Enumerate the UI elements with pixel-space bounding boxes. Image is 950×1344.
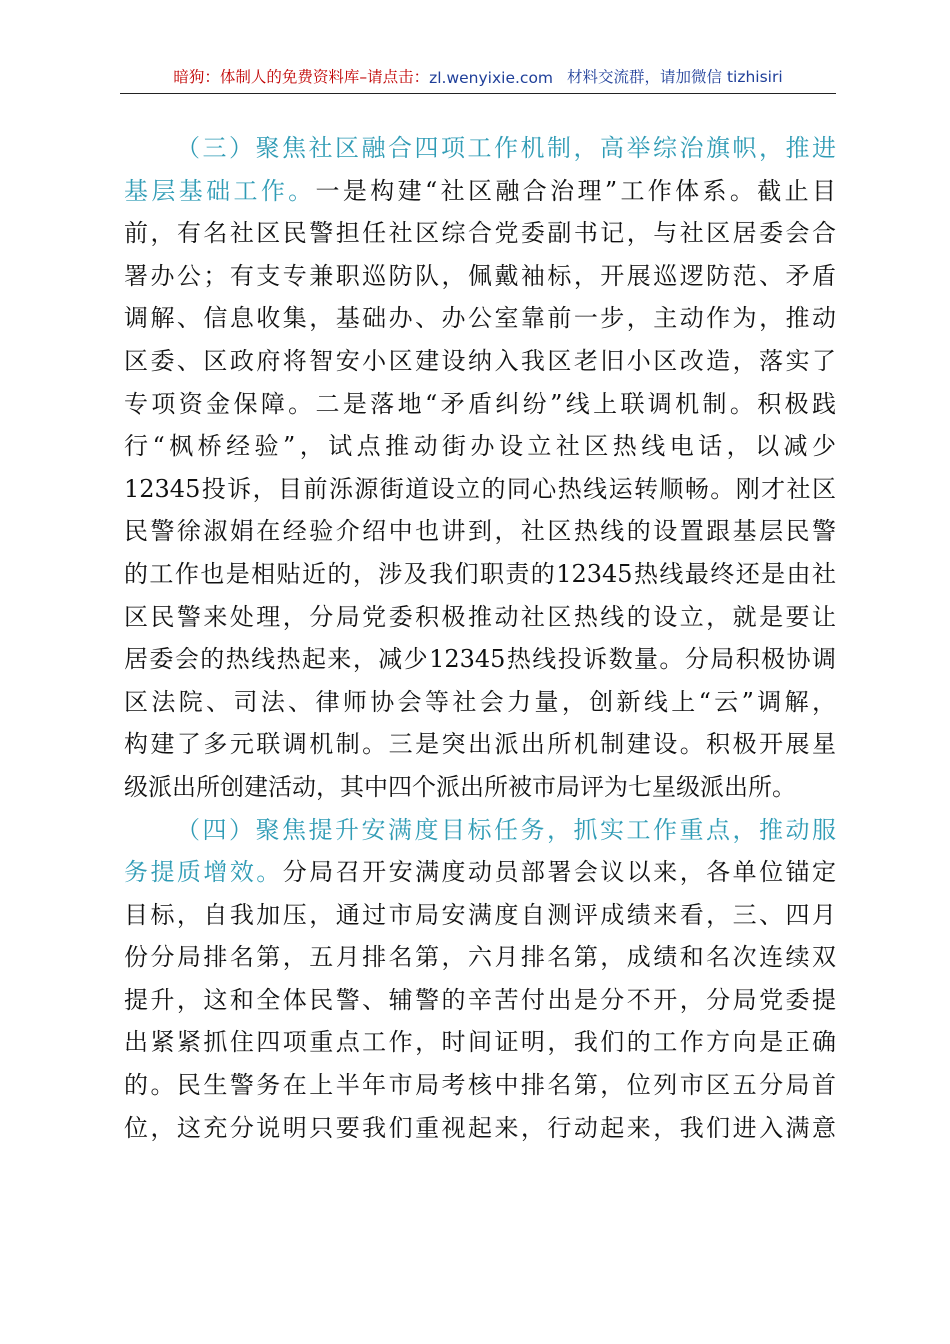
text-line: 的。民生警务在上半年市局考核中排名第，位列市区五分局首: [124, 1071, 836, 1100]
text-line: 专项资金保障。二是落地“矛盾纠纷”线上联调机制。积极践: [124, 389, 836, 418]
text-line: 民警徐淑娟在经验介绍中也讲到，社区热线的设置跟基层民警: [124, 517, 836, 546]
text-line: 出紧紧抓住四项重点工作，时间证明，我们的工作方向是正确: [124, 1028, 836, 1057]
text-line: [124, 809, 836, 852]
text-line: 的工作也是相贴近的，涉及我们职责的12345热线最终还是由社: [124, 559, 836, 588]
text-line: 区民警来处理，分局党委积极推动社区热线的设立，就是要让: [124, 602, 836, 631]
text-line: 级派出所创建活动，其中四个派出所被市局评为七星级派出所。: [124, 772, 796, 801]
section-heading: 务提质增效。: [124, 858, 283, 887]
text-line: 基层基础工作。一是构建“社区融合治理”工作体系。截止目: [124, 176, 836, 205]
header-brand: 暗狗：体制人的免费资料库: [173, 68, 360, 86]
text-line: 区法院、司法、律师协会等社会力量，创新线上“云”调解，: [124, 687, 836, 716]
header-click-prompt: –请点击：: [359, 68, 430, 86]
paragraph-section-3: [124, 127, 836, 809]
text-line: 构建了多元联调机制。三是突出派出所机制建设。积极开展星: [124, 730, 836, 759]
text-line: 行“枫桥经验”，试点推动街办设立社区热线电话，以减少: [124, 432, 836, 461]
section-heading: （三）聚焦社区融合四项工作机制，高举综治旗帜，推进: [176, 134, 836, 162]
text-line: 位，这充分说明只要我们重视起来，行动起来，我们进入满意: [124, 1113, 836, 1142]
text-line: 提升，这和全体民警、辅警的辛苦付出是分不开，分局党委提: [124, 985, 836, 1014]
text-line: 居委会的热线热起来，减少12345热线投诉数量。分局积极协调: [124, 645, 836, 674]
text-line: 12345投诉，目前泺源街道设立的同心热线运转顺畅。刚才社区: [124, 474, 836, 503]
text-line: 前，有名社区民警担任社区综合党委副书记，与社区居委会合: [124, 219, 836, 248]
text-line: [124, 127, 836, 170]
text-line: 份分局排名第，五月排名第，六月排名第，成绩和名次连续双: [124, 943, 836, 972]
document-body: [124, 127, 836, 1149]
paragraph-section-4: [124, 809, 836, 1150]
header-url-link[interactable]: zl.wenyixie.com: [429, 69, 554, 87]
section-heading: （四）聚焦提升安满度目标任务，抓实工作重点，推动服: [176, 815, 836, 844]
header-contact: 材料交流群，请加微信 tizhisiri: [567, 68, 783, 86]
text-line: 目标，自我加压，通过市局安满度自测评成绩来看，三、四月: [124, 900, 836, 929]
text-line: 署办公；有支专兼职巡防队，佩戴袖标，开展巡逻防范、矛盾: [124, 261, 836, 290]
text-line: 区委、区政府将智安小区建设纳入我区老旧小区改造，落实了: [124, 346, 836, 375]
section-heading: 基层基础工作。: [124, 176, 316, 205]
page-header: [120, 60, 836, 94]
text-line: 调解、信息收集，基础办、办公室靠前一步，主动作为，推动: [124, 304, 836, 333]
text-line: 务提质增效。分局召开安满度动员部署会议以来，各单位锚定: [124, 858, 837, 887]
